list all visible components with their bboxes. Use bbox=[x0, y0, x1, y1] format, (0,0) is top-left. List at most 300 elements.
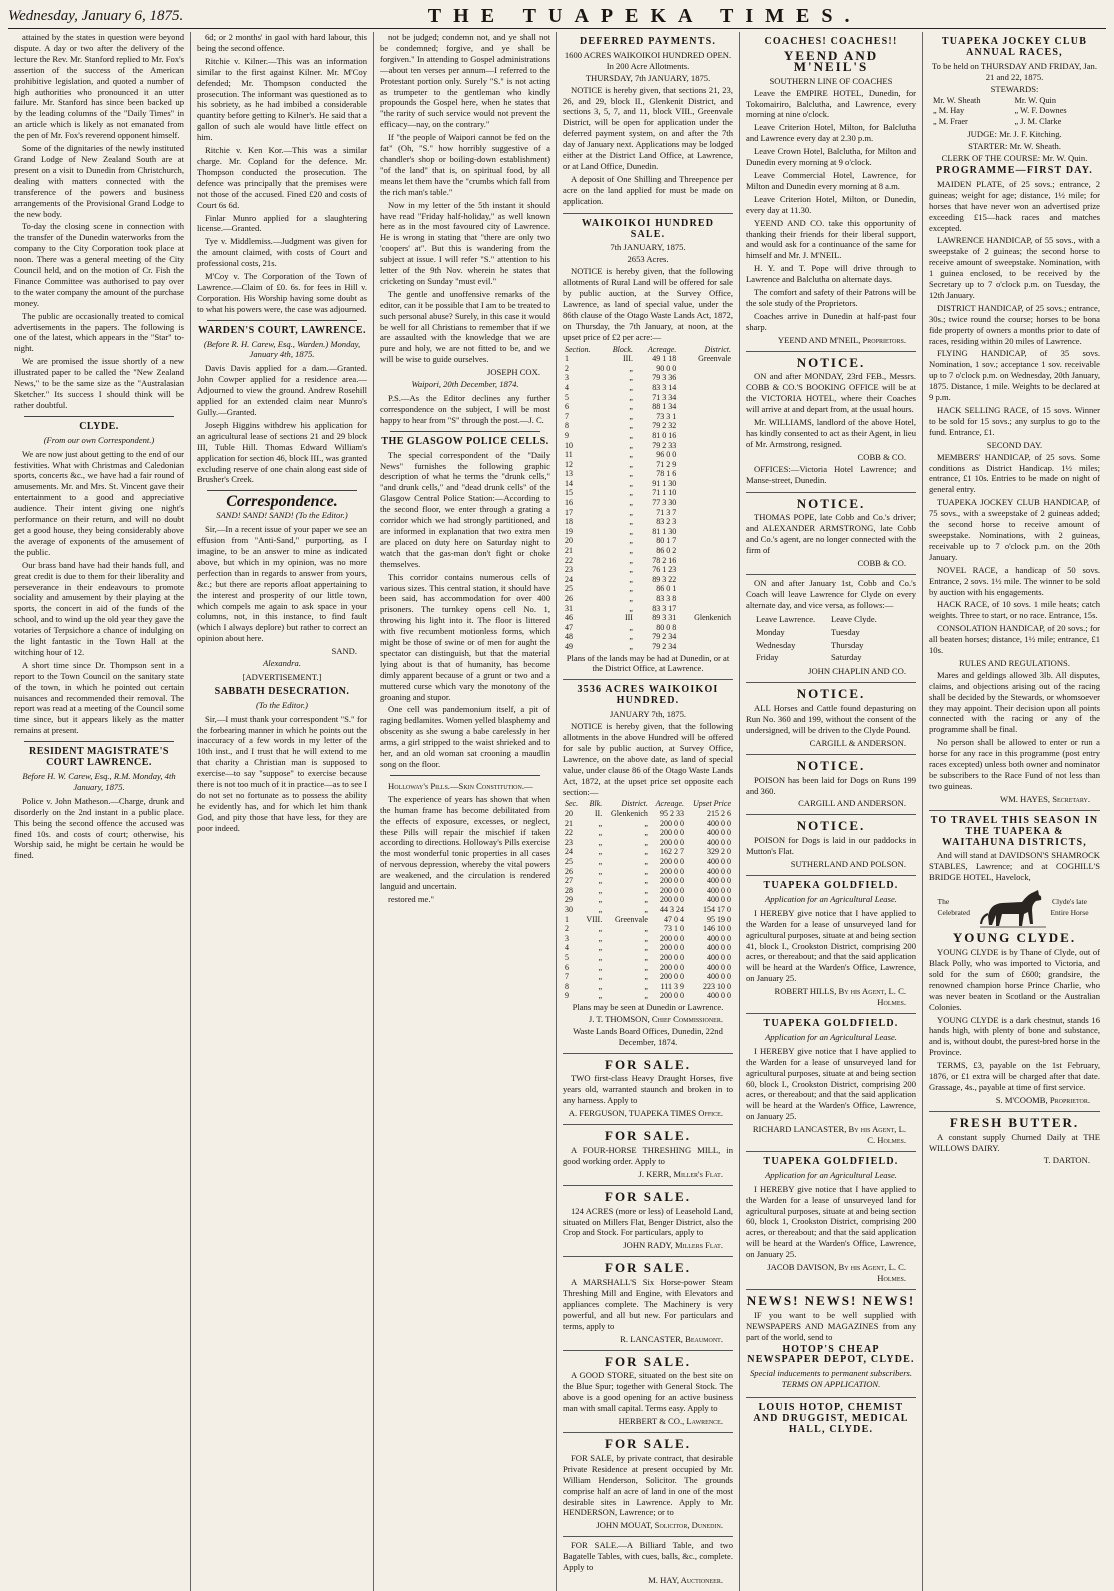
table-cell bbox=[678, 594, 733, 604]
table-cell: „ bbox=[598, 828, 603, 838]
starter: STARTER: Mr. W. Sheath. bbox=[968, 141, 1061, 152]
table-row bbox=[563, 953, 733, 963]
programme-heading: PROGRAMME—FIRST DAY. bbox=[936, 164, 1093, 176]
clerk: CLERK OF THE COURSE: Mr. W. Quin. bbox=[941, 153, 1088, 164]
table-cell: 48 bbox=[565, 632, 573, 642]
table-cell: 86 0 2 bbox=[656, 546, 677, 556]
table-row bbox=[563, 354, 733, 364]
ad-sub: Application for an Agricultural Lease. bbox=[765, 893, 897, 904]
divider bbox=[207, 490, 357, 491]
horse-caption-left: The Celebrated bbox=[937, 897, 970, 918]
table-cell bbox=[678, 383, 733, 393]
table-cell: 23 bbox=[565, 837, 573, 847]
article-paragraph: Davis Davis applied for a dam.—Granted. John Cowper applied for a residence area.—Adjourned to view the ground. Andrew Rosehill applied for an extended claim near Munro's Gully.—Granted. bbox=[197, 363, 367, 417]
table-cell: „ bbox=[629, 382, 633, 392]
ad-body: Leave the EMPIRE HOTEL, Dunedin, for Tokomairiro, Balclutha, and Lawrence, every morning at nine o'clock. bbox=[746, 87, 916, 120]
table-cell bbox=[678, 402, 733, 412]
signature: A. FERGUSON, TUAPEKA TIMES Office. bbox=[568, 1108, 723, 1119]
table-row bbox=[563, 642, 733, 652]
schedule-cell: Friday bbox=[756, 652, 779, 663]
article-paragraph: A short time since Dr. Thompson sent in a report to the Town Council on the sanitary state of the town, in which he pointed out certain nuisances and recommended their removal. The report was read at a meeting of the Council some time since, but it appears likely as the matter remains at present. bbox=[14, 659, 184, 736]
table-cell: „ bbox=[629, 517, 633, 527]
table-header: Acreage. bbox=[647, 344, 677, 354]
table-cell: „ bbox=[629, 488, 633, 498]
column-3 bbox=[374, 32, 557, 1591]
ad-notice-cobb bbox=[746, 352, 916, 493]
table-cell: 17 bbox=[565, 507, 573, 517]
ad-for-sale-store bbox=[563, 1351, 733, 1433]
table-cell: VIII. bbox=[586, 914, 603, 924]
ad-title: FRESH BUTTER. bbox=[949, 1114, 1080, 1130]
ad-title: NOTICE. bbox=[796, 354, 866, 370]
table-cell: 71 2 9 bbox=[656, 459, 677, 469]
table-cell: 18 bbox=[565, 517, 573, 527]
table-cell: 47 0 4 bbox=[664, 914, 685, 924]
article-paragraph: Sir,—I must thank your correspondent "S." for the forbearing manner in which he points out the inaccuracy of a few words in my letter of the 10th inst., and I trust that he will extend to me that charity a Christian man is supposed to exercise—to say "suppose" to exercise because there is not too much of it in practice—as to see I do not set no fortunate as to possess the ability he evidently has, and for which let him thank God, and pity those that have less, for they are poor indeed. bbox=[197, 713, 367, 833]
table-cell: 49 1 18 bbox=[652, 354, 677, 364]
ad-for-sale-mill bbox=[563, 1125, 733, 1186]
article-paragraph: The special correspondent of the "Daily News" furnishes the following graphic description of what he terms the "drunk cells," "and drunk cells," and "dead drunk cells" of the Glasgow Central Police Station:—According to the second floor, we enter through a grating a corridor which we had strongly partitioned, and are informed in explanation that two extra men are placed on duty here on Saturday night to watch that the gas-man don't fight or choke themselves. bbox=[380, 449, 550, 569]
ad-body: I HEREBY give notice that I have applied to the Warden for a lease of unsurveyed land for agricultural purposes, situate at and being section 60, block I., Crookston District, comprising 200 acres, or thereabout; and that the said application will be heard at the Warden's Office, Lawrence, on January 25. bbox=[746, 1045, 916, 1122]
ad-body: A GOOD STORE, situated on the best site on the Blue Spur; together with General Stock. The above is a good opening for an active business man with small capital. Terms easy. Apply to bbox=[563, 1370, 733, 1414]
holloway-heading: Holloway's Pills.—Skin Constitution.— bbox=[388, 780, 533, 791]
table-cell: „ bbox=[644, 972, 648, 982]
table-row bbox=[563, 412, 733, 422]
table-cell: 80 0 8 bbox=[656, 622, 677, 632]
ad-date: 7th JANUARY, 1875. bbox=[610, 242, 686, 253]
table-cell: 15 bbox=[565, 488, 573, 498]
table-cell: 215 2 6 bbox=[707, 809, 731, 819]
table-cell: „ bbox=[598, 933, 603, 943]
table-cell: „ bbox=[598, 866, 603, 876]
table-cell: 1 bbox=[565, 354, 569, 364]
column-5 bbox=[740, 32, 923, 1591]
table-cell: 5 bbox=[565, 952, 569, 962]
table-cell: 400 0 0 bbox=[707, 837, 731, 847]
table-cell: 88 1 34 bbox=[652, 402, 677, 412]
correspondence-heading: Correspondence. bbox=[226, 493, 338, 511]
paper-title: THE TUAPEKA TIMES. bbox=[427, 4, 862, 27]
table-row bbox=[563, 972, 733, 982]
article-paragraph: Finlar Munro applied for a slaughtering license.—Granted. bbox=[197, 212, 367, 234]
signature: SAND. bbox=[331, 646, 357, 657]
horse-name: YOUNG CLYDE. bbox=[952, 930, 1077, 946]
ad-body: FOR SALE.—A Billiard Table, and two Bagatelle Tables, with cues, balls, &c., complete. Apply to bbox=[563, 1540, 733, 1573]
table-cell: 49 bbox=[565, 641, 573, 651]
stewards-list bbox=[933, 96, 1096, 129]
ad-body: OFFICES:—Victoria Hotel Lawrence; and Manse-street, Dunedin. bbox=[746, 463, 916, 485]
table-cell: 7 bbox=[565, 411, 569, 421]
divider bbox=[24, 416, 174, 417]
table-cell: „ bbox=[644, 828, 648, 838]
signature: WM. HAYES, Secretary. bbox=[1000, 793, 1090, 804]
table-cell: 200 0 0 bbox=[660, 972, 685, 982]
second-day-heading: SECOND DAY. bbox=[986, 439, 1043, 450]
ad-title: NOTICE. bbox=[796, 757, 866, 773]
schedule-cell: Wednesday bbox=[756, 639, 796, 650]
table-cell: 400 0 0 bbox=[707, 885, 731, 895]
table-cell: 400 0 0 bbox=[707, 895, 731, 905]
ad-title: COACHES! COACHES!! bbox=[764, 36, 898, 47]
ad-body: POISON has been laid for Dogs on Runs 199 and 360. bbox=[746, 774, 916, 796]
table-cell bbox=[678, 488, 733, 498]
ad-date: THURSDAY, 7th JANUARY, 1875. bbox=[585, 72, 711, 83]
table-cell: 78 2 16 bbox=[652, 555, 677, 565]
ad-for-sale-land bbox=[563, 1186, 733, 1258]
table-cell bbox=[678, 364, 733, 374]
race-entry: DISTRICT HANDICAP, of 25 sovs.; entrance, 30s.; twice round the course; horses to be bona fide property of owners a months prior to date of races, residing within 20 miles of Lawrence. bbox=[929, 302, 1100, 346]
table-cell: 95 19 0 bbox=[707, 914, 731, 924]
ad-title: WAIKOIKOI HUNDRED SALE. bbox=[581, 217, 715, 240]
table-row bbox=[563, 982, 733, 992]
ad-title: TUAPEKA GOLDFIELD. bbox=[763, 1155, 899, 1167]
table-cell: „ bbox=[598, 991, 603, 1001]
table-cell: 223 10 0 bbox=[703, 981, 731, 991]
table-cell: „ bbox=[644, 981, 648, 991]
horse-caption-right: Clyde's late Entire Horse bbox=[1050, 897, 1089, 918]
table-cell: 20 bbox=[565, 536, 573, 546]
table-cell: 96 0 0 bbox=[656, 450, 677, 460]
table-row bbox=[563, 364, 733, 374]
adv-note: [ADVERTISEMENT.] bbox=[242, 671, 322, 682]
table-cell: 91 1 30 bbox=[652, 478, 677, 488]
table-header: Blk. bbox=[589, 799, 603, 809]
rules-text: No person shall be allowed to enter or run a horse for any race in this programme (post entry races excepted) unless both owner and nominator be subscribers to the Race Fund of not less than two guineas. bbox=[929, 737, 1100, 791]
news-firm: HOTOP'S CHEAP NEWSPAPER DEPOT, CLYDE. bbox=[747, 1343, 915, 1366]
table-row bbox=[563, 556, 733, 566]
table-cell bbox=[678, 575, 733, 585]
clyde-heading: CLYDE. bbox=[79, 420, 119, 432]
ad-body: NOTICE is hereby given, that the following allotments of Rural Land will be offered for sale by public auction, at the Survey Office, Lawrence, as land of special value, under the 86th clause of the Otago Waste Lands Act, 1872, on Thursday, the 7th January, at noon, at the upset price of £2 per acre:— bbox=[563, 266, 733, 342]
table-cell: 22 bbox=[565, 828, 573, 838]
race-entry: FLYING HANDICAP, of 35 sovs. Nomination, 1 sov.; acceptance 1 sov. receivable up to 7 o'clock p.m. on Wednesday, 20th January, 1875. Distance, 1 mile. Weights to be declared at 9 p.m. bbox=[929, 348, 1100, 403]
table-cell: 4 bbox=[565, 943, 569, 953]
masthead bbox=[8, 4, 1106, 29]
table-row bbox=[563, 632, 733, 642]
race-entry: LAWRENCE HANDICAP, of 55 sovs., with a sweepstake of 2 guineas; the second horse to receive amount of sweepstake. Nomination, with 1 guinea enclosed, to be received by the Secretary up to 7 o'clock p.m. on Tuesday, the 12th January. bbox=[929, 235, 1100, 300]
table-cell: 73 1 0 bbox=[664, 924, 685, 934]
horse-illustration-row bbox=[929, 886, 1100, 930]
steward: „ W. F. Downes bbox=[1014, 106, 1067, 116]
ad-waikoikoi-sale bbox=[563, 214, 733, 681]
table-row bbox=[563, 575, 733, 585]
signature: JOHN RADY, Millers Flat. bbox=[623, 1240, 723, 1251]
table-cell: 200 0 0 bbox=[660, 952, 685, 962]
ad-goldfield-2 bbox=[746, 1014, 916, 1152]
court-heading: RESIDENT MAGISTRATE'S COURT LAWRENCE. bbox=[29, 746, 169, 769]
table-row bbox=[563, 402, 733, 412]
table-row bbox=[563, 373, 733, 383]
table-cell: 83 2 3 bbox=[656, 517, 677, 527]
table-row bbox=[563, 517, 733, 527]
table-cell: 71 3 7 bbox=[656, 507, 677, 517]
table-cell: 200 0 0 bbox=[660, 991, 685, 1001]
race-entry: MEMBERS' HANDICAP, of 25 sovs. Some conditions as District Handicap. 1½ miles; entrance, £1 10s. Entries to be made on night of general entry. bbox=[929, 451, 1100, 495]
table-cell: „ bbox=[644, 847, 648, 857]
table-cell: „ bbox=[644, 857, 648, 866]
table-cell: 83 3 14 bbox=[652, 382, 677, 392]
table-cell: 28 bbox=[565, 885, 573, 895]
ad-note: Special inducements to permanent subscribers. TERMS ON APPLICATION. bbox=[749, 1368, 913, 1390]
signature: JOHN CHAPLIN AND CO. bbox=[808, 666, 906, 677]
schedule-header: Leave Lawrence. bbox=[756, 613, 816, 624]
table-cell: „ bbox=[629, 632, 633, 642]
table-row bbox=[563, 623, 733, 633]
table-cell: 200 0 0 bbox=[660, 828, 685, 838]
table-cell: 44 3 24 bbox=[660, 904, 685, 914]
table-cell bbox=[678, 536, 733, 546]
ad-body: The comfort and safety of their Patrons will be the sole study of the Proprietors. bbox=[746, 287, 916, 308]
table-cell: 21 bbox=[565, 818, 573, 828]
table-cell: 80 1 7 bbox=[656, 536, 677, 546]
table-cell: 71 1 10 bbox=[652, 488, 677, 498]
signature: JACOB DAVISON, By his Agent, L. C. Holmes. bbox=[767, 1262, 906, 1283]
article-paragraph: Our brass band have had their hands full, and great credit is due to them for their liberality and perseverance in their endeavours to promote sociality and amusement by their playing at the sports, the concert in aid of the funds of the school, and to wind up the old year they gave the votaries of Terpsichore a chance of indulging on the light fantastic in the Town Hall at the witching hour of 12. bbox=[14, 559, 184, 657]
land-table bbox=[563, 345, 733, 652]
table-row bbox=[563, 905, 733, 915]
table-cell: 29 bbox=[565, 895, 573, 905]
table-cell: 79 2 33 bbox=[652, 440, 677, 450]
table-cell: „ bbox=[629, 478, 633, 488]
table-cell: 83 3 8 bbox=[656, 594, 677, 603]
table-cell: 79 2 34 bbox=[652, 641, 677, 651]
divider bbox=[390, 431, 540, 432]
table-cell: 200 0 0 bbox=[660, 857, 685, 866]
table-cell: 16 bbox=[565, 498, 573, 508]
signature: J. T. THOMSON, Chief Commissioner. bbox=[588, 1013, 723, 1024]
table-cell: 200 0 0 bbox=[660, 866, 685, 876]
table-cell: „ bbox=[629, 363, 633, 373]
table-cell bbox=[678, 508, 733, 518]
ad-title: FOR SALE. bbox=[605, 1188, 691, 1204]
ad-for-sale-thresher bbox=[563, 1257, 733, 1350]
table-cell: 30 bbox=[565, 904, 573, 914]
table-cell: „ bbox=[598, 885, 603, 895]
table-cell: 5 bbox=[565, 392, 569, 402]
table-cell bbox=[678, 517, 733, 527]
table-cell: 3 bbox=[565, 933, 569, 943]
table-cell: 24 bbox=[565, 847, 573, 857]
table-cell: 81 0 16 bbox=[652, 430, 677, 440]
table-cell: Greenvale bbox=[615, 914, 648, 924]
ad-body: A MARSHALL'S Six Horse-power Steam Threshing Mill and Engine, with Elevators and appliances complete. The Machinery is very powerful, and all but new. For particulars and terms, apply to bbox=[563, 1277, 733, 1331]
ad-title: FOR SALE. bbox=[605, 1056, 691, 1072]
ad-goldfield-1 bbox=[746, 876, 916, 1014]
table-cell: 23 bbox=[565, 565, 573, 575]
ad-title: NOTICE. bbox=[796, 686, 866, 702]
ad-title: NOTICE. bbox=[796, 818, 866, 834]
table-header: Sec. bbox=[565, 799, 579, 809]
table-row bbox=[563, 498, 733, 508]
article-paragraph: This corridor contains numerous cells of various sizes. This central station, it should have been said, has accommodation for over 400 prisoners. The turnkey opens cell No. 1, throwing his light into it. The floor is littered with five recumbent motionless forms, which might be those of swine or of men for aught the spectator can distinguish, but that the material lying about is that of humanity, has become dimly apparent because of a grunt or two and a muttered curse which vary the monotony of the groaning and stupor. bbox=[380, 571, 550, 702]
table-row bbox=[563, 838, 733, 848]
signature: RICHARD LANCASTER, By his Agent, L. C. Holmes. bbox=[752, 1124, 906, 1146]
table-cell: 400 0 0 bbox=[707, 972, 731, 982]
table-cell: „ bbox=[644, 876, 648, 886]
ad-body: YOUNG CLYDE is a dark chestnut, stands 16 hands high, with plenty of bone and substance, and is, without doubt, the purest-bred horse in the Province. bbox=[929, 1014, 1100, 1058]
signature: ROBERT HILLS, By his Agent, L. C. Holmes. bbox=[774, 986, 906, 1008]
ad-body: Mr. WILLIAMS, landlord of the above Hotel, has kindly consented to act as their Agent, in lieu of Mr. Armstrong, resigned. bbox=[746, 417, 916, 449]
issue-date: Wednesday, January 6, 1875. bbox=[8, 7, 184, 24]
table-row bbox=[563, 460, 733, 470]
horse-icon bbox=[978, 886, 1048, 930]
table-cell bbox=[678, 556, 733, 566]
judge: JUDGE: Mr. J. F. Kitching. bbox=[967, 129, 1062, 140]
ad-body: Coaches arrive in Dunedin at half-past four sharp. bbox=[746, 310, 916, 332]
table-cell: „ bbox=[598, 904, 603, 914]
article-paragraph: Tye v. Middlemiss.—Judgment was given for the amount claimed, with costs of Court and professional costs, 21s. bbox=[197, 236, 367, 269]
columns bbox=[8, 32, 1106, 1585]
ad-notice-poison-2 bbox=[746, 815, 916, 876]
signature: R. LANCASTER, Beaumont. bbox=[620, 1333, 723, 1344]
column-6 bbox=[923, 32, 1106, 1591]
ad-3536-acres bbox=[563, 680, 733, 1053]
table-cell: 146 10 0 bbox=[703, 924, 731, 934]
article-paragraph: P.S.—As the Editor declines any further correspondence on the subject, I will be most happy to hear from "S" through the post.—J. C. bbox=[380, 393, 550, 425]
ad-sub: Application for an Agricultural Lease. bbox=[765, 1031, 897, 1042]
table-cell: 200 0 0 bbox=[660, 876, 685, 886]
table-cell: 83 3 17 bbox=[652, 603, 677, 613]
table-cell: „ bbox=[629, 622, 633, 632]
table-cell: „ bbox=[598, 981, 603, 991]
ad-notice-cattle bbox=[746, 683, 916, 755]
table-cell: 200 0 0 bbox=[660, 818, 685, 828]
table-cell: 154 17 0 bbox=[703, 904, 731, 914]
table-cell: „ bbox=[598, 837, 603, 847]
table-cell: „ bbox=[644, 943, 648, 953]
ad-body: IF you want to be well supplied with NEWSPAPERS AND MAGAZINES from any part of the world, send to bbox=[746, 1309, 916, 1342]
table-cell: 78 1 6 bbox=[656, 469, 677, 479]
land-table bbox=[563, 799, 733, 1000]
ad-body: YOUNG CLYDE is by Thane of Clyde, out of Black Polly, who was imported to Victoria, and sold for the sum of £600; grandsire, the renowned champion horse Prince Charlie, who was never beaten in Scotland or the Australian Colonies. bbox=[929, 947, 1100, 1012]
article-paragraph: Police v. John Matheson.—Charge, drunk and disorderly on the 2nd instant in a public place. This being the second offence the accused was fined 10s. and costs of court; otherwise, his Worship said, he might be certain he would be fined. bbox=[14, 795, 184, 861]
table-cell: Glenkenich bbox=[694, 613, 731, 623]
article-paragraph: 6d; or 2 months' in gaol with hard labour, this being the second offence. bbox=[197, 32, 367, 53]
table-cell: „ bbox=[598, 857, 603, 866]
table-cell: „ bbox=[644, 904, 648, 914]
table-cell: 7 bbox=[565, 972, 569, 982]
table-cell: „ bbox=[629, 430, 633, 440]
table-cell: „ bbox=[629, 507, 633, 517]
table-cell: 9 bbox=[565, 430, 569, 440]
table-cell: „ bbox=[644, 952, 648, 962]
ad-title: FOR SALE. bbox=[605, 1128, 691, 1144]
table-cell: 77 3 30 bbox=[652, 498, 677, 508]
table-cell: 25 bbox=[565, 857, 573, 866]
table-cell: „ bbox=[598, 876, 603, 886]
table-row bbox=[563, 828, 733, 838]
schedule-cell: Saturday bbox=[831, 652, 862, 663]
race-entry: CONSOLATION HANDICAP, of 20 sovs.; for all beaten horses; distance, 1½ mile; entrance, £1 10s. bbox=[929, 623, 1100, 656]
schedule-header: Leave Clyde. bbox=[831, 613, 877, 624]
table-cell bbox=[678, 565, 733, 575]
table-cell: 400 0 0 bbox=[707, 943, 731, 953]
table-cell: 200 0 0 bbox=[660, 837, 685, 847]
table-row bbox=[563, 943, 733, 953]
signature: T. DARTON. bbox=[1043, 1155, 1090, 1166]
ad-note: Plans of the lands may be had at Dunedin, or at the District Office, at Lawrence. bbox=[566, 652, 730, 674]
table-row bbox=[563, 565, 733, 575]
table-row bbox=[563, 915, 733, 925]
table-cell: 162 2 7 bbox=[660, 847, 685, 857]
signature: JOSEPH COX. bbox=[486, 367, 540, 378]
article-paragraph: The gentle and unoffensive remarks of the editor, can it be possible that I am to be treated to such personal abuse? Surely, in this case it would be well for all Christians to remember that if we are assaulted with the knowledge that we are pure and holy, we are not fitted to be, and we will be wise to guide ourselves. bbox=[380, 288, 550, 365]
table-row bbox=[563, 479, 733, 489]
table-cell: „ bbox=[629, 411, 633, 421]
table-cell: „ bbox=[644, 962, 648, 972]
table-row bbox=[563, 393, 733, 403]
table-cell: „ bbox=[644, 837, 648, 847]
table-cell: 400 0 0 bbox=[707, 933, 731, 943]
table-cell: 2 bbox=[565, 924, 569, 934]
signature: CARGILL AND ANDERSON. bbox=[798, 798, 906, 809]
table-cell: „ bbox=[629, 584, 633, 594]
table-cell: 200 0 0 bbox=[660, 885, 685, 895]
table-row bbox=[563, 421, 733, 431]
table-cell: 76 1 23 bbox=[652, 565, 677, 575]
table-cell: 79 3 36 bbox=[652, 373, 677, 383]
table-row bbox=[563, 584, 733, 594]
table-cell: 26 bbox=[565, 594, 573, 603]
schedule-cell: Monday bbox=[756, 626, 785, 637]
table-cell: 79 2 32 bbox=[652, 421, 677, 431]
article-paragraph: restored me." bbox=[388, 893, 434, 904]
table-cell: „ bbox=[644, 933, 648, 943]
table-cell: 14 bbox=[565, 478, 573, 488]
article-paragraph: If "the people of Waipori cannot be fed on the fat" (Oh, "S." how horribly suggestive of a chandler's shop or boiling-down establishment) "of the land" that is, on spiritual food, by all means let them have the "crumbs which fall from the rich man's table." bbox=[380, 132, 550, 197]
table-cell: „ bbox=[629, 565, 633, 575]
ad-body: TERMS, £3, payable on the 1st February, 1876, or £1 extra will be charged after that date. Grassage, 4s., payable at time of first service. bbox=[929, 1060, 1100, 1092]
table-cell: „ bbox=[644, 924, 648, 934]
table-cell: „ bbox=[598, 895, 603, 905]
column-4 bbox=[557, 32, 740, 1591]
table-cell: „ bbox=[629, 526, 633, 536]
table-cell bbox=[678, 632, 733, 642]
ad-sub: 1600 ACRES WAIKOIKOI HUNDRED OPEN. In 200 Acre Allotments. bbox=[564, 49, 732, 71]
ad-fresh-butter bbox=[929, 1112, 1100, 1172]
race-entry: HACK RACE, of 10 sovs. 1 mile heats; catch weights. Three to start, or no race. Entrance, 15s. bbox=[929, 599, 1100, 621]
table-cell: 10 bbox=[565, 440, 573, 450]
steward: Mr. W. Sheath bbox=[933, 95, 981, 105]
table-cell: „ bbox=[629, 498, 633, 508]
ad-body: Leave Criterion Hotel, Milton, or Dunedin, every day at 11.30. bbox=[746, 193, 916, 215]
table-cell: 71 3 34 bbox=[652, 392, 677, 402]
ad-acres: 2653 Acres. bbox=[627, 254, 669, 265]
table-header: Section. bbox=[565, 344, 591, 354]
table-cell bbox=[678, 527, 733, 537]
table-cell: 95 2 33 bbox=[660, 809, 685, 819]
column-2 bbox=[191, 32, 374, 1591]
table-cell: 9 bbox=[565, 991, 569, 1001]
table-cell: 400 0 0 bbox=[707, 828, 731, 838]
table-row bbox=[563, 546, 733, 556]
column-1 bbox=[8, 32, 191, 1591]
article-paragraph: Ritchie v. Ken Kor.—This was a similar charge. Mr. Copland for the defence. Mr. Thompson conducted the prosecution. The defence was principally that the premises were not those of the accused. Fined £20 and costs of Court 6s 6d. bbox=[197, 145, 367, 210]
table-row bbox=[563, 508, 733, 518]
ad-body: Leave Crown Hotel, Balclutha, for Milton and Dunedin every morning at 9 o'clock. bbox=[746, 146, 916, 168]
ad-tuapeka-jockey-club bbox=[929, 32, 1100, 811]
table-cell: 6 bbox=[565, 962, 569, 972]
table-cell bbox=[678, 479, 733, 489]
steward: „ J. M. Clarke bbox=[1014, 117, 1062, 127]
ad-title: FOR SALE. bbox=[605, 1353, 691, 1369]
ad-title: TUAPEKA JOCKEY CLUB ANNUAL RACES, bbox=[941, 36, 1088, 58]
signature: CARGILL & ANDERSON. bbox=[809, 737, 906, 748]
table-cell bbox=[678, 546, 733, 556]
article-paragraph: The public are occasionally treated to comical advertisements in the papers. The following is one of the latest, which appears in the "Star" to-night. bbox=[14, 310, 184, 354]
table-cell: 20 bbox=[565, 809, 573, 819]
ad-body: I HEREBY give notice that I have applied to the Warden for a lease of unsurveyed land for agricultural purposes, situate at and being section 41, block I., Crookston District, comprising 200 acres, or thereabout; and that the said application will be heard at the Warden's Office, Lawrence, on January 25. bbox=[746, 907, 916, 984]
